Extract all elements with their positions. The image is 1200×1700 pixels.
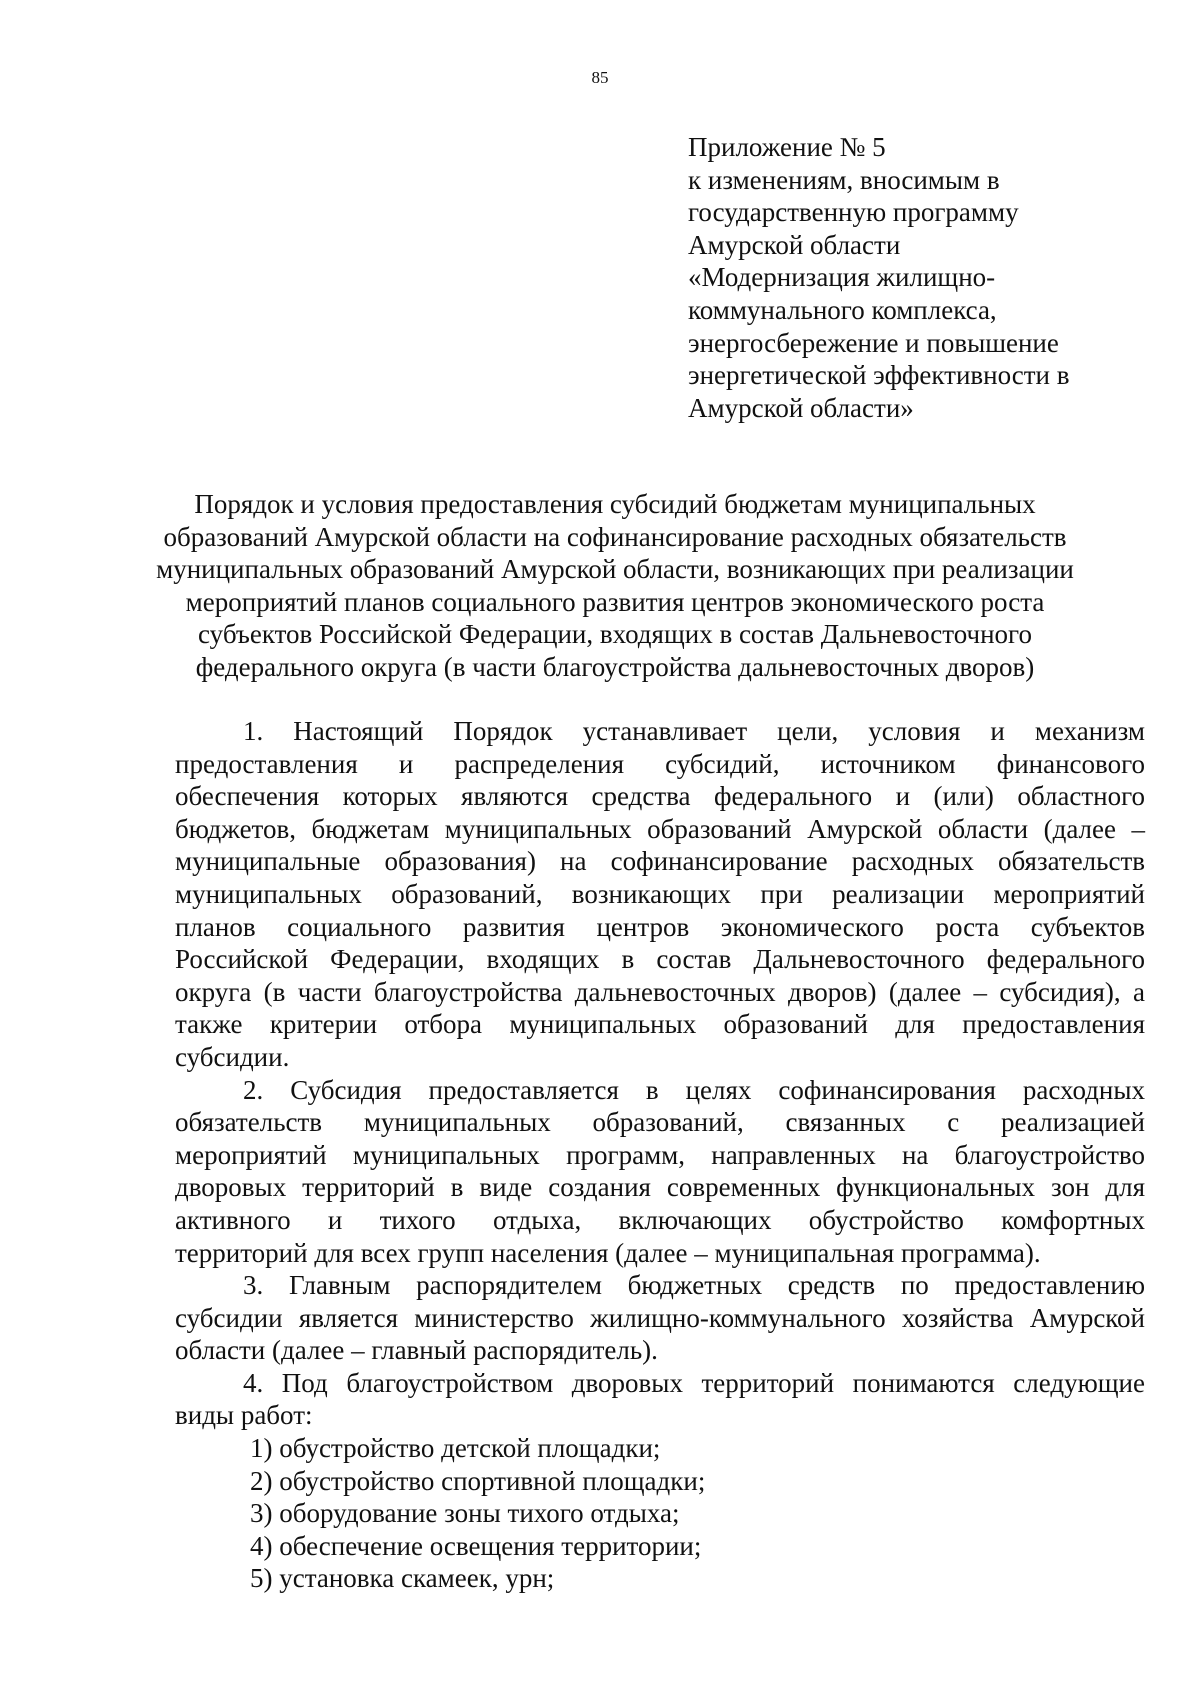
body-line: 4. Под благоустройством дворовых территорий понимаются следующие <box>243 1367 1145 1398</box>
list-item: 1) обустройство детской площадки; <box>250 1433 661 1464</box>
body-line: области (далее – главный распорядитель). <box>175 1335 658 1366</box>
body-line: предоставления и распределения субсидий, источником финансового <box>175 748 1145 779</box>
body-line: обязательств муниципальных образований, связанных с реализацией <box>175 1107 1145 1138</box>
body-line: 3. Главным распорядителем бюджетных средств по предоставлению <box>243 1270 1145 1301</box>
paragraph-2 <box>175 1074 1145 1270</box>
body-line: 2. Субсидия предоставляется в целях софинансирования расходных <box>243 1074 1145 1105</box>
appendix-line: энергетической эффективности в <box>688 360 1070 391</box>
paragraph-3 <box>175 1269 1145 1367</box>
body-line: округа (в части благоустройства дальневосточных дворов) (далее – субсидия), а <box>175 976 1145 1007</box>
document-title <box>150 488 1080 684</box>
body-line: территорий для всех групп населения (далее – муниципальная программа). <box>175 1237 1041 1268</box>
appendix-line: коммунального комплекса, <box>688 294 997 325</box>
appendix-line: Амурской области» <box>688 392 914 423</box>
title-line: федерального округа (в части благоустройства дальневосточных дворов) <box>195 651 1035 682</box>
appendix-line: энергосбережение и повышение <box>688 327 1059 358</box>
appendix-line: Приложение № 5 <box>688 132 886 162</box>
body-line: обеспечения которых являются средства федерального и (или) областного <box>175 781 1145 812</box>
body-line: муниципальные образования) на софинансирование расходных обязательств <box>175 846 1145 877</box>
paragraph-4 <box>175 1367 1145 1432</box>
appendix-line: «Модернизация жилищно- <box>688 262 996 293</box>
paragraph-1 <box>175 715 1145 1074</box>
document-body <box>175 715 1145 1595</box>
list-item: 5) установка скамеек, урн; <box>250 1563 555 1594</box>
title-line: Порядок и условия предоставления субсидий бюджетам муниципальных <box>194 489 1036 519</box>
body-line: бюджетов, бюджетам муниципальных образований Амурской области (далее – <box>175 813 1145 844</box>
list-item: 4) обеспечение освещения территории; <box>250 1530 702 1561</box>
work-types-list <box>175 1432 1145 1595</box>
body-line: 1. Настоящий Порядок устанавливает цели, условия и механизм <box>243 716 1145 746</box>
body-line: Российской Федерации, входящих в состав Дальневосточного федерального <box>175 944 1145 975</box>
title-line: субъектов Российской Федерации, входящих в состав Дальневосточного <box>198 619 1032 650</box>
body-line: мероприятий муниципальных программ, направленных на благоустройство <box>175 1139 1145 1170</box>
appendix-header <box>688 131 1158 424</box>
body-line: активного и тихого отдыха, включающих обустройство комфортных <box>175 1204 1145 1235</box>
body-line: также критерии отбора муниципальных образований для предоставления <box>175 1009 1145 1040</box>
list-item: 2) обустройство спортивной площадки; <box>250 1465 706 1496</box>
appendix-line: государственную программу <box>688 197 1019 228</box>
title-line: образований Амурской области на софинансирование расходных обязательств <box>163 521 1067 552</box>
body-line: субсидии является министерство жилищно-коммунального хозяйства Амурской <box>175 1302 1145 1333</box>
body-line: планов социального развития центров экономического роста субъектов <box>175 911 1145 942</box>
list-item: 3) оборудование зоны тихого отдыха; <box>250 1498 680 1529</box>
body-line: муниципальных образований, возникающих при реализации мероприятий <box>175 878 1145 909</box>
appendix-line: к изменениям, вносимым в <box>688 164 1000 195</box>
body-line: субсидии. <box>175 1041 290 1072</box>
appendix-line: Амурской области <box>688 229 901 260</box>
body-line: виды работ: <box>175 1400 313 1431</box>
page-number: 85 <box>591 68 609 87</box>
title-line: мероприятий планов социального развития центров экономического роста <box>185 586 1045 617</box>
title-line: муниципальных образований Амурской области, возникающих при реализации <box>156 554 1074 585</box>
body-line: дворовых территорий в виде создания современных функциональных зон для <box>175 1172 1145 1203</box>
